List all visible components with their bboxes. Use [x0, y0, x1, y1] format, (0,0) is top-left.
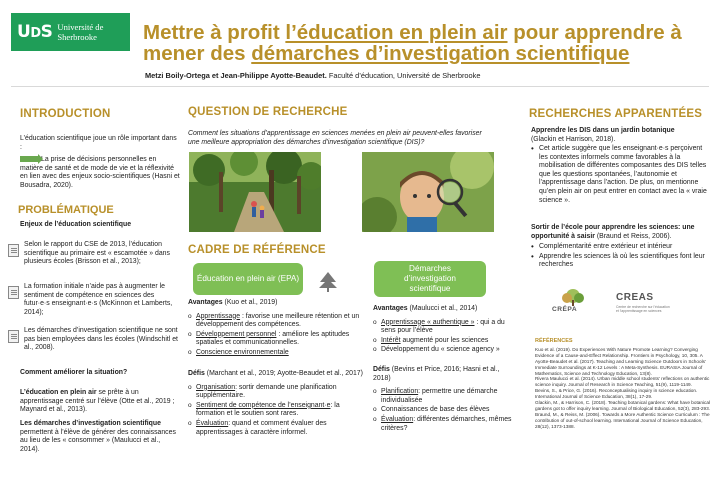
- creas-logo: CREAS: [616, 292, 654, 303]
- reference-item: Kuo et al. (2019). Do Experiences With Nature Promote Learning? Converging Evidence of a Cause-and-Effect Relationship. Frontiers in Psychology, 10, 305. A: [535, 346, 703, 358]
- authors-line: Metzi Boily-Ortega et Jean-Philippe Ayotte-Beaudet. Faculté d’éducation, Université de Sherbrooke: [145, 71, 481, 80]
- reference-item: Rivera Maulucci et al. (2014). Urban middle school students’ reflections on authentic science inquiry. Journal of Research in Science Teaching, 51(9), 1119-1149.: [535, 376, 710, 388]
- introduction-text: L’éducation scientifique joue un rôle important dans : La prise de décisions personnelles en matière de santé et de mode de vie et la réflexivité en lien avec des enjeux socio-scientifiques (Hasni et Bousadra, 2020).: [20, 135, 180, 189]
- header-divider: [11, 86, 709, 87]
- creas-subtitle: Centre de recherche sur l’éducation et l’apprentissage en sciences: [616, 305, 670, 313]
- related-study-1-bullet: • Cet article suggère que les enseignant·e·s perçoivent les contextes informels comme favorables à la mobilisation de différentes composantes des DIS telles que les questions spontanées, l’autonomie et l’apprentissage dans l’action. De plus, on mentionne qu’en plein air on peut entrer en contact avec la « vraie science ».: [531, 145, 711, 205]
- document-icon: [8, 330, 19, 343]
- epa-advantages: Avantages (Kuo et al., 2019) o Apprentissage : favorise une meilleure rétention et un développement des compétences. o Développement personnel : améliore les aptitudes spatiales et communicationnelles. o Conscience environnementale: [188, 299, 363, 359]
- related-study-2-list: [531, 243, 711, 271]
- dis-challenge-item: o Évaluation: différentes démarches, mêmes critères?: [373, 416, 513, 433]
- references-heading: RÉFÉRENCES: [535, 338, 573, 344]
- references: [535, 339, 711, 430]
- dis-advantage-item: o Intérêt augmenté pour les sciences: [373, 337, 513, 346]
- university-logo: [11, 13, 130, 51]
- problematique-heading: PROBLÉMATIQUE: [18, 204, 114, 216]
- epa-challenges: Défis (Marchant et al., 2019; Ayotte-Beaudet et al., 2017) o Organisation: sortir demande une planification supplémentaire. o Sentiment de compétence de l’enseignant·e: la formation et le soutien sont rares. o Évaluation: quand et comment évaluer des apprentissages à caractère informel.: [188, 370, 363, 438]
- related-study-1-title: Apprendre les DIS dans un jardin botanique (Glackin et Harrison, 2018).: [531, 127, 675, 143]
- arrow-icon: [20, 156, 38, 162]
- reference-item: Braund, M., & Reiss, M. (2006). Towards a More Authentic Science Curriculum : The contribution of out-of-school learning. International Journal of Science Education, 28(12), 1373-1388.: [535, 411, 710, 429]
- logo-wordmark: Université de Sherbrooke: [57, 22, 104, 42]
- dis-advantage-item: o Apprentissage « authentique » : qui a du sens pour l’élève: [373, 319, 513, 336]
- document-icon: [8, 286, 19, 299]
- crepa-tree-icon: [548, 288, 598, 306]
- reference-item: Bevins, S., & Price, G. (2016). Reconceptualising inquiry in science education. International Journal of Science Education, 38(1), 17-29.: [535, 388, 698, 400]
- inquiry-box: Démarches d’investigation scientifique: [374, 261, 486, 297]
- poster-title: Mettre à profit l’éducation en plein air pour apprendre à mener des démarches d’investigation scientifique: [143, 21, 682, 65]
- research-question-heading: QUESTION DE RECHERCHE: [188, 106, 348, 118]
- reference-item: Glackin, M., & Harrison, C. (2018). Teaching botanical gardens: What have botanical gardens got to offer inquiry learning. Journal of Biological Education, 52(3), 283-293.: [535, 400, 711, 411]
- related-study-2-item: • Complémentarité entre extérieur et intérieur: [531, 243, 711, 252]
- forest-photo: [189, 152, 321, 232]
- outdoor-education-paragraph: L’éducation en plein air se prête à un apprentissage centré sur l’élève (Otte et al., 2019 ; Maynard et al., 2013).: [20, 389, 175, 414]
- outdoor-education-box: Éducation en plein air (EPA): [193, 263, 303, 295]
- epa-advantage-item: o Apprentissage : favorise une meilleure rétention et un développement des compétences.: [188, 313, 363, 330]
- related-study-1-text: [531, 145, 711, 206]
- problematique-subheading: Enjeux de l’éducation scientifique: [20, 221, 132, 228]
- epa-advantage-item: o Conscience environnementale: [188, 349, 363, 358]
- epa-advantage-item: o Développement personnel : améliore les aptitudes spatiales et communicationnelles.: [188, 331, 363, 348]
- child-with-magnifier-image: [362, 152, 494, 232]
- problem-item-3: Les démarches d’investigation scientifique ne sont pas bien employées dans les écoles (Windschitl et al., 2008).: [24, 327, 178, 352]
- document-icon: [8, 244, 19, 257]
- dis-advantages: Avantages (Maulucci et al., 2014) o Apprentissage « authentique » : qui a du sens pour l’élève o Intérêt augmenté pour les sciences o Développement du « science agency »: [373, 305, 513, 356]
- problem-item-1: Selon le rapport du CSE de 2013, l’éducation scientifique au primaire est « escamotée » dans plusieurs écoles (Brisson et al., 2013);: [24, 241, 170, 266]
- dis-advantage-item: o Développement du « science agency »: [373, 346, 513, 355]
- cadre-heading: CADRE DE RÉFÉRENCE: [188, 244, 326, 256]
- reference-item: Ayotte-Beaudet et al. (2017). Teaching and Learning Science Outdoors in Schools’ Immediate Surroundings at K-12 Levels : A Meta-Synthesis. EURASIA Journal of Mathematics, Science and Technology Education, 13(8).: [535, 358, 706, 376]
- child-magnifier-photo: [362, 152, 494, 232]
- crepa-logo: CRÉPA: [548, 288, 598, 318]
- related-study-2-title: Sortir de l’école pour apprendre les sciences: une opportunité à saisir (Braund et Reiss, 2006).: [531, 224, 695, 240]
- inquiry-paragraph: Les démarches d’investigation scientifique permettent à l’élève de générer des connaissances au lieu de les « consommer » (Maulucci et al., 2014).: [20, 420, 176, 453]
- related-research-heading: RECHERCHES APPARENTÉES: [529, 108, 703, 120]
- epa-challenge-item: o Sentiment de compétence de l’enseignant·e: la formation et le soutien sont rares.: [188, 402, 363, 419]
- logo-mark: UDS: [17, 22, 53, 42]
- improvement-question: Comment améliorer la situation?: [20, 369, 128, 376]
- partner-logos: [548, 288, 688, 320]
- related-study-2-item: • Apprendre les sciences là où les scientifiques font leur recherches: [531, 253, 711, 270]
- dis-challenge-item: o Planification: permettre une démarche individualisée: [373, 388, 513, 405]
- dis-challenges: Défis (Bevins et Price, 2016; Hasni et al., 2018) o Planification: permettre une démarche individualisée o Connaissances de base des élèves o Évaluation: différentes démarches, mêmes critères?: [373, 366, 513, 434]
- dis-challenge-item: o Connaissances de base des élèves: [373, 406, 513, 415]
- introduction-heading: INTRODUCTION: [20, 108, 111, 120]
- problem-item-2: La formation initiale n’aide pas à augmenter le sentiment de compétence en sciences des futur·e·s enseignant·e·s (McKinnon et Lamberts, 2014);: [24, 283, 173, 316]
- research-question-text: Comment les situations d’apprentissage en sciences menées en plein air peuvent-elles favoriser une meilleure appropriation des démarches d’investigation scientifique (DIS)?: [188, 130, 482, 146]
- epa-challenge-item: o Évaluation: quand et comment évaluer des apprentissages à caractère informel.: [188, 420, 363, 437]
- forest-path-image: [189, 152, 321, 232]
- tree-icon: [317, 270, 339, 292]
- epa-challenge-item: o Organisation: sortir demande une planification supplémentaire.: [188, 384, 363, 401]
